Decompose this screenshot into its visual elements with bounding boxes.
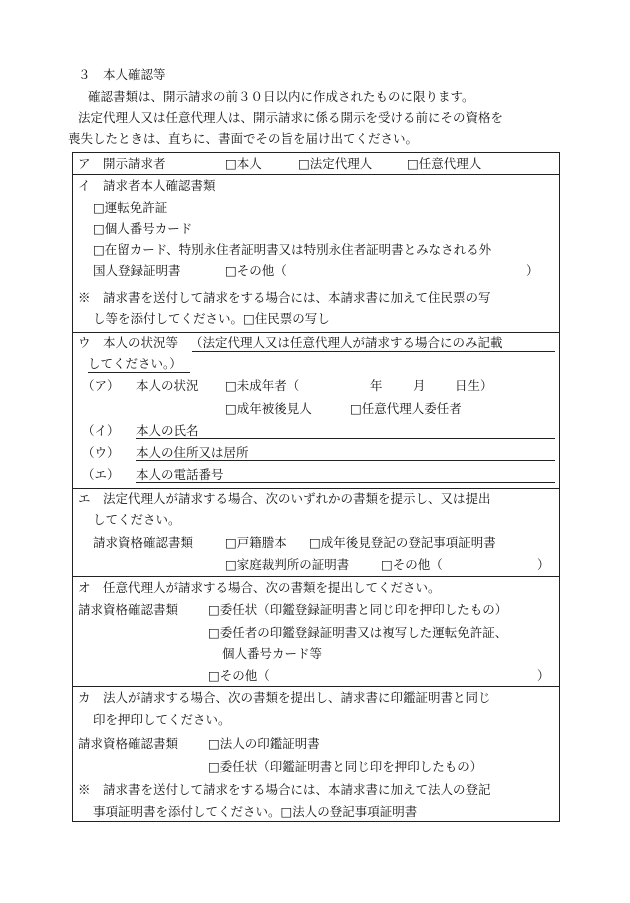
checkbox-other-e[interactable]: □その他（: [381, 557, 443, 572]
row-u-title-prefix: ウ 本人の状況等: [78, 335, 179, 350]
checkbox-power-of-attorney[interactable]: □委任状（印鑑登録証明書と同じ印を押印したもの）: [208, 602, 508, 617]
sub-e-label: （エ）: [82, 467, 120, 482]
row-ka-line-1: カ 法人が請求する場合、次の書類を提出し、請求書に印鑑証明書と同じ: [78, 690, 491, 705]
row-ka-line-2: 印を押印してください。: [93, 712, 231, 727]
checkbox-corp-seal-cert[interactable]: □法人の印鑑証明書: [208, 736, 320, 751]
phone-field-line[interactable]: [136, 482, 555, 483]
residence-card-cont: 国人登録証明書: [93, 263, 181, 278]
checkbox-other-id[interactable]: □その他（: [225, 263, 287, 278]
row-divider: [72, 488, 560, 489]
row-ka-note-1: ※ 請求書を送付して請求をする場合には、本請求書に加えて法人の登記: [78, 782, 491, 797]
section-heading: ３ 本人確認等: [78, 67, 166, 82]
row-o-doc-label: 請求資格確認書類: [78, 602, 179, 617]
sub-u-label: （ウ）: [82, 445, 120, 460]
underline: [88, 372, 190, 373]
row-ka-doc-label: 請求資格確認書類: [78, 736, 179, 751]
checkbox-self[interactable]: □本人: [225, 156, 262, 171]
row-e-line-2: してください。: [93, 512, 181, 527]
sub-a-label: （ア）: [82, 378, 120, 393]
checkbox-family-register[interactable]: □戸籍謄本: [225, 535, 287, 550]
intro-line-1: 確認書類は、開示請求の前３０日以内に作成されたものに限ります。: [88, 89, 475, 104]
name-field-line[interactable]: [136, 438, 555, 439]
checkbox-principal[interactable]: □任意代理人委任者: [350, 401, 462, 416]
sub-i-label: （イ）: [82, 423, 120, 438]
row-e-doc-label: 請求資格確認書類: [93, 535, 194, 550]
row-divider: [72, 576, 560, 577]
row-i-note-2[interactable]: し等を添付してください。□住民票の写し: [93, 311, 330, 326]
checkbox-voluntary-agent[interactable]: □任意代理人: [407, 156, 482, 171]
address-field-line[interactable]: [136, 460, 555, 461]
row-ka-note-2[interactable]: 事項証明書を添付してください。□法人の登記事項証明書: [93, 804, 418, 819]
row-u-title-underlined-1: （法定代理人又は任意代理人が請求する場合にのみ記載: [190, 335, 503, 350]
underline: [192, 351, 555, 352]
checkbox-family-court-cert[interactable]: □家庭裁判所の証明書: [225, 557, 350, 572]
row-e-line-1: エ 法定代理人が請求する場合、次のいずれかの書類を提示し、又は提出: [78, 491, 491, 506]
sub-u-text: 本人の住所又は居所: [136, 445, 249, 460]
checkbox-my-number-card[interactable]: □個人番号カード: [93, 221, 193, 236]
row-divider: [72, 174, 560, 175]
row-a-label: ア 開示請求者: [78, 156, 166, 171]
checkbox-other-o[interactable]: □その他（: [208, 668, 270, 683]
checkbox-minor[interactable]: □未成年者（: [225, 378, 300, 393]
checkbox-corp-power-of-attorney[interactable]: □委任状（印鑑証明書と同じ印を押印したもの）: [208, 759, 483, 774]
row-u-title-underlined-2: してください。）: [88, 356, 182, 371]
sub-i-text: 本人の氏名: [136, 423, 199, 438]
close-paren: ）: [537, 557, 550, 572]
checkbox-drivers-license[interactable]: □運転免許証: [93, 200, 168, 215]
row-i-title: イ 請求者本人確認書類: [78, 178, 216, 193]
birth-day: 日生）: [455, 378, 493, 393]
checkbox-seal-cert[interactable]: □委任者の印鑑登録証明書又は複写した運転免許証、: [208, 625, 508, 640]
checkbox-residence-card[interactable]: □在留カード、特別永住者証明書又は特別永住者証明書とみなされる外: [93, 242, 492, 257]
row-i-note-1: ※ 請求書を送付して請求をする場合には、本請求書に加えて住民票の写: [78, 290, 491, 305]
checkbox-adult-ward[interactable]: □成年被後見人: [225, 401, 312, 416]
close-paren: ）: [526, 263, 539, 278]
birth-month: 月: [413, 378, 426, 393]
row-divider: [72, 686, 560, 687]
close-paren: ）: [537, 668, 550, 683]
row-divider: [72, 332, 560, 333]
birth-year: 年: [370, 378, 383, 393]
seal-cert-cont: 個人番号カード等: [222, 646, 323, 661]
intro-line-3: 喪失したときは、直ちに、書面でその旨を届け出てください。: [68, 131, 419, 146]
checkbox-guardianship-cert[interactable]: □成年後見登記の登記事項証明書: [309, 535, 496, 550]
row-o-line-1: オ 任意代理人が請求する場合、次の書類を提出してください。: [78, 580, 441, 595]
intro-line-2: 法定代理人又は任意代理人は、開示請求に係る開示を受ける前にその資格を: [78, 110, 504, 125]
checkbox-legal-agent[interactable]: □法定代理人: [298, 156, 373, 171]
sub-a-text: 本人の状況: [136, 378, 199, 393]
sub-e-text: 本人の電話番号: [136, 467, 224, 482]
